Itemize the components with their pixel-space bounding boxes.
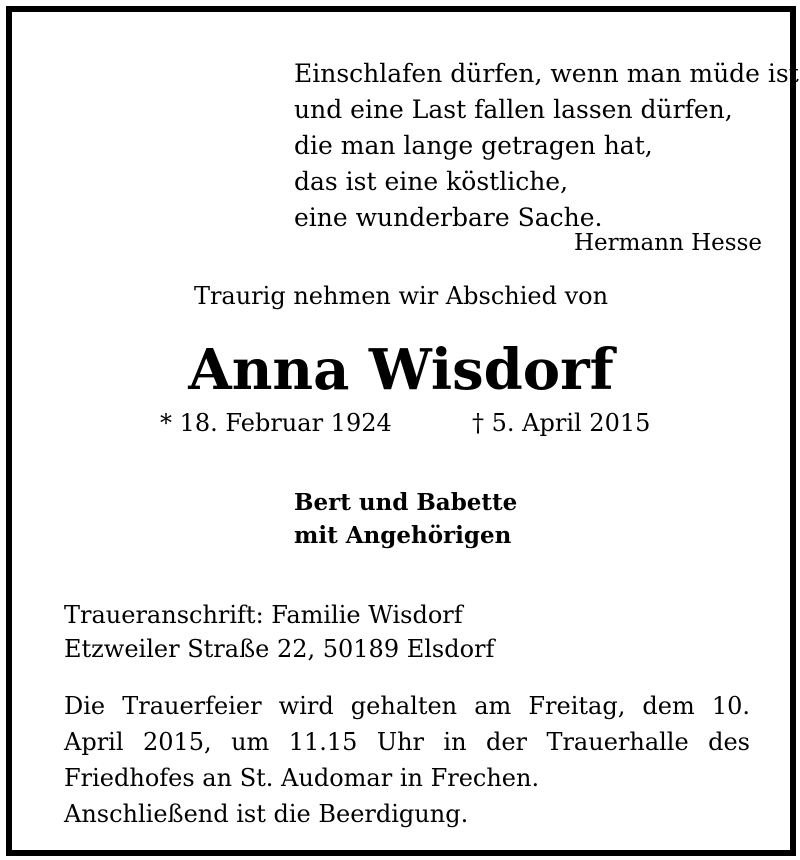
poem-line: das ist eine köstliche, bbox=[294, 167, 569, 196]
farewell-intro: Traurig nehmen wir Abschied von bbox=[193, 282, 609, 310]
address-line: Etzweiler Straße 22, 50189 Elsdorf bbox=[64, 635, 495, 663]
obituary-notice bbox=[6, 6, 799, 856]
poem-line: und eine Last fallen lassen dürfen, bbox=[294, 95, 733, 124]
poem-line: eine wunderbare Sache. bbox=[294, 203, 603, 232]
mourners-line: mit Angehörigen bbox=[294, 522, 512, 549]
death-date: † 5. April 2015 bbox=[472, 409, 651, 437]
mourning-address bbox=[64, 598, 494, 666]
address-line: Traueranschrift: Familie Wisdorf bbox=[64, 601, 463, 629]
funeral-service-info bbox=[64, 688, 750, 832]
mourners-block bbox=[294, 486, 517, 552]
deceased-name: Anna Wisdorf bbox=[188, 337, 614, 403]
service-paragraph: Anschließend ist die Beerdigung. bbox=[64, 800, 469, 828]
service-paragraph: Die Trauerfeier wird gehalten am Freitag, dem 10. April 2015, um 11.15 Uhr in der Trauerhalle des Friedhofes an St. Audomar in Frechen. bbox=[64, 692, 750, 792]
mourners-line: Bert und Babette bbox=[294, 489, 518, 516]
poem-author: Hermann Hesse bbox=[573, 230, 762, 256]
birth-date: * 18. Februar 1924 bbox=[160, 409, 392, 437]
poem-line: Einschlafen dürfen, wenn man müde ist bbox=[294, 59, 799, 88]
poem-line: die man lange getragen hat, bbox=[294, 131, 653, 160]
poem-quote bbox=[294, 56, 799, 236]
